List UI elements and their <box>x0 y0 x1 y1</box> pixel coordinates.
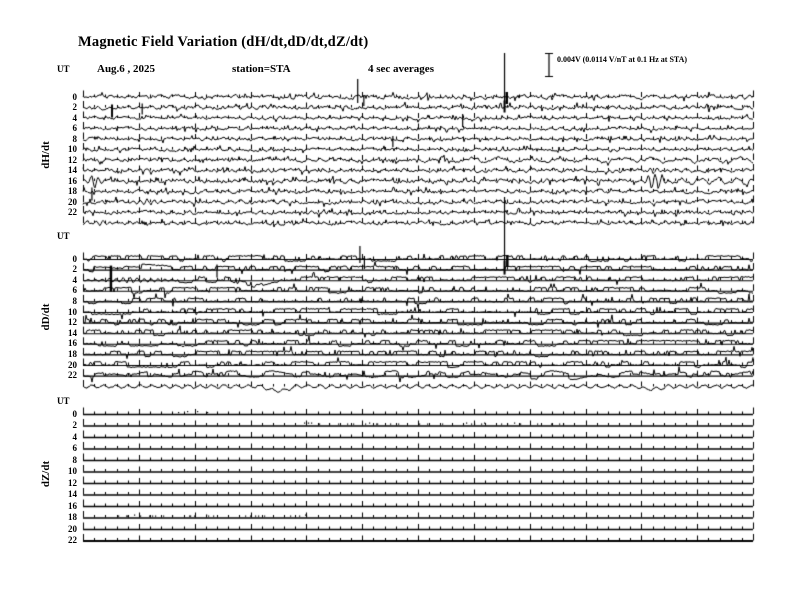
hour-label: 22 <box>68 535 77 545</box>
hour-label: 12 <box>68 477 77 488</box>
hour-label: 6 <box>72 123 77 133</box>
hour-label: 18 <box>68 512 77 522</box>
hour-label: 12 <box>68 154 77 165</box>
hour-label: 12 <box>68 317 77 328</box>
hour-label: 10 <box>68 466 77 476</box>
chart-date: Aug.6 , 2025 <box>97 63 156 75</box>
hour-label: 6 <box>72 285 77 296</box>
hour-label: 10 <box>68 144 77 154</box>
hour-label: 20 <box>68 196 77 207</box>
hour-label: 20 <box>68 359 77 370</box>
hour-label: 8 <box>72 295 77 306</box>
chart-station: station=STA <box>232 63 291 75</box>
hour-label: 4 <box>72 274 77 285</box>
hour-label: 18 <box>68 186 77 196</box>
hour-label: 14 <box>68 489 77 499</box>
ut-label: UT <box>57 231 70 241</box>
hour-label: 16 <box>68 175 77 186</box>
hour-label: 8 <box>72 133 77 144</box>
panel-axis-label: dH/dt <box>40 141 52 169</box>
hour-label: 10 <box>68 306 77 317</box>
hour-label: 0 <box>72 408 77 419</box>
chart-averaging: 4 sec averages <box>368 63 434 75</box>
hour-label: 14 <box>68 327 77 338</box>
hour-label: 14 <box>68 165 77 175</box>
hour-label: 16 <box>68 338 77 349</box>
hour-label: 22 <box>68 207 77 217</box>
hour-label: 22 <box>68 370 77 381</box>
hour-label: 4 <box>72 431 77 442</box>
ut-label: UT <box>57 396 70 406</box>
chart-title: Magnetic Field Variation (dH/dt,dD/dt,dZ/dt) <box>78 34 369 50</box>
hour-label: 8 <box>72 454 77 465</box>
hour-label: 16 <box>68 500 77 511</box>
panel-axis-label: dZ/dt <box>40 460 52 488</box>
ut-label: UT <box>57 64 70 74</box>
panel-axis-label: dD/dt <box>40 303 52 331</box>
hour-label: 2 <box>72 102 77 112</box>
hour-label: 4 <box>72 112 77 123</box>
hour-label: 18 <box>68 348 77 359</box>
scale-bar-label: 0.004V (0.0114 V/nT at 0.1 Hz at STA) <box>557 55 688 64</box>
hour-label: 0 <box>72 253 77 264</box>
hour-label: 20 <box>68 523 77 534</box>
hour-label: 0 <box>72 91 77 102</box>
hour-label: 2 <box>72 420 77 430</box>
hour-label: 2 <box>72 264 77 275</box>
hour-label: 6 <box>72 443 77 453</box>
